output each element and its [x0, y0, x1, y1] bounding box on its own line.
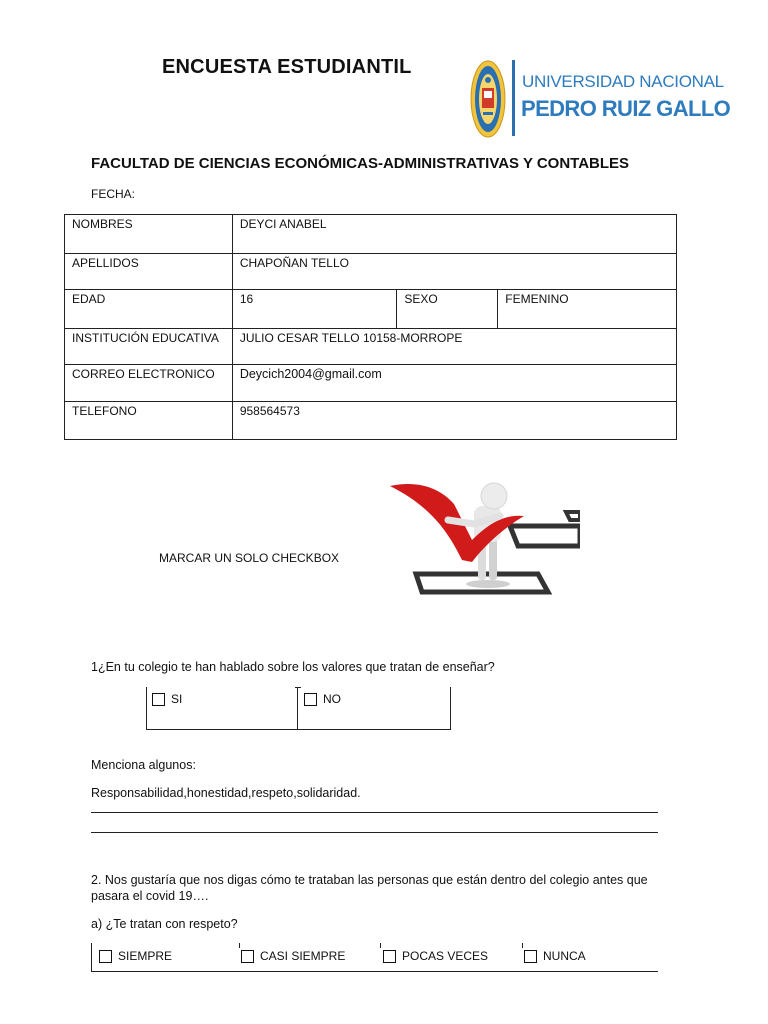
q2-options: [91, 943, 658, 972]
menciona-label: Menciona algunos:: [91, 758, 196, 772]
sexo-value[interactable]: FEMENINO: [498, 290, 677, 329]
question-1: 1¿En tu colegio te han hablado sobre los valores que tratan de enseñar?: [91, 660, 495, 674]
q1-options: [146, 687, 450, 730]
institucion-label: INSTITUCIÓN EDUCATIVA: [65, 329, 233, 365]
table-row: [65, 290, 677, 329]
answer-line: [91, 832, 658, 833]
university-seal-icon: [470, 60, 506, 138]
checkbox-icon[interactable]: [304, 693, 317, 706]
row-divider: [522, 943, 523, 948]
apellidos-value[interactable]: CHAPOÑAN TELLO: [232, 254, 676, 290]
answer-line: [91, 812, 658, 813]
checkbox-icon[interactable]: [524, 950, 537, 963]
nombres-value[interactable]: DEYCI ANABEL: [232, 215, 676, 254]
telefono-label: TELEFONO: [65, 402, 233, 440]
option-label: SIEMPRE: [118, 949, 173, 963]
option-siempre[interactable]: [99, 949, 172, 963]
option-label: POCAS VECES: [402, 949, 489, 963]
correo-value[interactable]: Deycich2004@gmail.com: [232, 365, 676, 402]
checkmark-illustration: [388, 464, 580, 602]
telefono-value[interactable]: 958564573: [232, 402, 676, 440]
logo-line-2: PEDRO RUIZ GALLO: [521, 96, 731, 121]
checkbox-icon[interactable]: [152, 693, 165, 706]
option-nunca[interactable]: [524, 949, 586, 963]
question-2a: a) ¿Te tratan con respeto?: [91, 917, 238, 931]
instruction-text: MARCAR UN SOLO CHECKBOX: [159, 551, 340, 565]
sexo-label: SEXO: [397, 290, 498, 329]
checkbox-icon[interactable]: [383, 950, 396, 963]
table-row: [65, 365, 677, 402]
table-row: [65, 329, 677, 365]
apellidos-label: APELLIDOS: [65, 254, 233, 290]
option-label: CASI SIEMPRE: [260, 949, 346, 963]
edad-label: EDAD: [65, 290, 233, 329]
table-row: [65, 402, 677, 440]
checkbox-icon[interactable]: [241, 950, 254, 963]
faculty-heading: FACULTAD DE CIENCIAS ECONÓMICAS-ADMINISTRATIVAS Y CONTABLES: [91, 155, 630, 172]
checkbox-icon[interactable]: [99, 950, 112, 963]
correo-label: CORREO ELECTRONICO: [65, 365, 233, 402]
option-pocas-veces[interactable]: [383, 949, 488, 963]
edad-value[interactable]: 16: [232, 290, 397, 329]
institucion-value[interactable]: JULIO CESAR TELLO 10158-MORROPE: [232, 329, 676, 365]
logo-divider: [512, 60, 515, 136]
row-divider: [91, 943, 92, 971]
table-row: [65, 254, 677, 290]
option-label: SI: [171, 692, 183, 706]
logo-line-1: UNIVERSIDAD NACIONAL: [522, 72, 724, 91]
option-label: NUNCA: [543, 949, 586, 963]
option-si[interactable]: [152, 692, 182, 706]
university-logo: [470, 56, 731, 140]
page-title: ENCUESTA ESTUDIANTIL: [162, 56, 412, 78]
table-row: [65, 215, 677, 254]
student-info-table: [64, 214, 677, 440]
nombres-label: NOMBRES: [65, 215, 233, 254]
row-divider: [380, 943, 381, 948]
row-divider: [239, 943, 240, 948]
option-casi-siempre[interactable]: [241, 949, 345, 963]
option-no[interactable]: [304, 692, 341, 706]
fecha-label: FECHA:: [91, 187, 136, 201]
option-label: NO: [323, 692, 341, 706]
question-2: 2. Nos gustaría que nos digas cómo te trataban las personas que están dentro del colegio antes que pasara el covid 19….: [91, 873, 648, 903]
q1-answer[interactable]: Responsabilidad,honestidad,respeto,solidaridad.: [91, 786, 361, 800]
